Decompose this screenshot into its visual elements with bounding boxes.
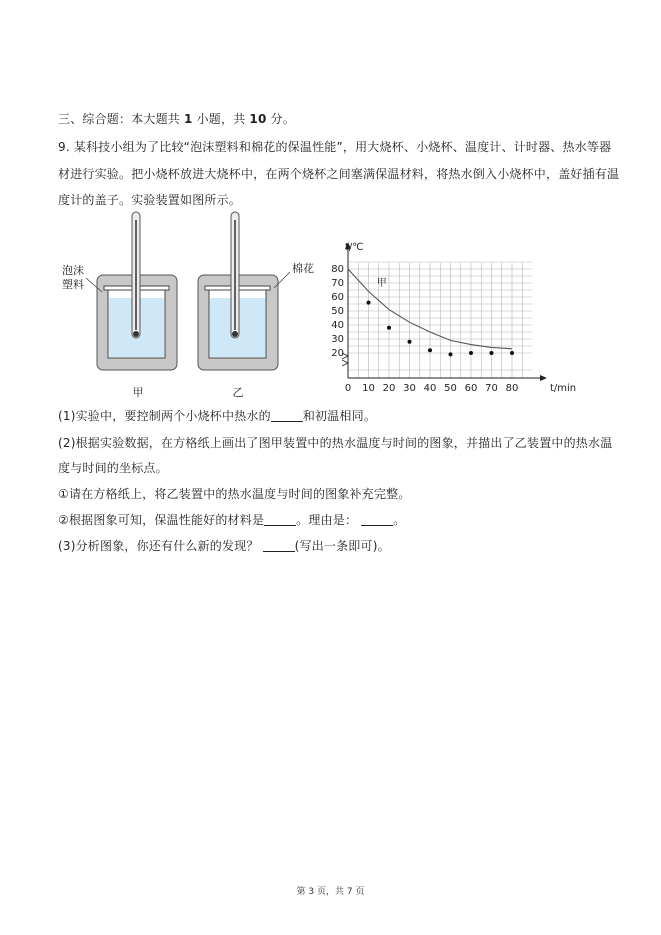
question-line-3: 度计的盖子。实验装置如图所示。 bbox=[58, 193, 242, 207]
page-footer: 第 3 页，共 7 页 bbox=[296, 887, 365, 897]
experiment-figure bbox=[58, 208, 598, 398]
x-tick-label: 70 bbox=[485, 383, 498, 394]
data-point-yi bbox=[367, 301, 371, 305]
subquestion-2-2: ②根据图象可知，保温性能好的材料是 。理由是： 。 bbox=[58, 513, 406, 527]
x-tick-label: 20 bbox=[382, 383, 396, 394]
apparatus-yi bbox=[198, 212, 314, 398]
section-heading: 三、综合题：本大题共 1 小题，共 10 分。 bbox=[58, 112, 295, 126]
x-tick-label: 50 bbox=[444, 383, 457, 394]
data-point-yi bbox=[387, 326, 391, 330]
question-line-1: 9. 某科技小组为了比较“泡沫塑料和棉花的保温性能”，用大烧杯、小烧杯、温度计、计时器、热水等器 bbox=[58, 140, 612, 154]
subquestion-3: (3)分析图象，你还有什么新的发现？ (写出一条即可)。 bbox=[58, 539, 390, 553]
data-point-yi bbox=[449, 352, 453, 356]
answer-blank bbox=[264, 513, 296, 526]
foam-label-line1: 泡沫 bbox=[62, 264, 84, 277]
subquestion-2-1: ①请在方格纸上，将乙装置中的热水温度与时间的图象补充完整。 bbox=[58, 487, 411, 501]
y-tick-label: 60 bbox=[331, 292, 344, 303]
foam-label-line2: 塑料 bbox=[62, 278, 84, 291]
cotton-label: 棉花 bbox=[292, 262, 314, 275]
y-tick-label: 80 bbox=[331, 264, 344, 275]
subquestion-2-line-2: 度与时间的坐标点。 bbox=[58, 461, 168, 475]
data-point-yi bbox=[428, 348, 432, 352]
y-tick-label: 70 bbox=[331, 278, 344, 289]
temperature-time-chart bbox=[331, 242, 576, 394]
answer-blank bbox=[361, 513, 393, 526]
data-point-yi bbox=[469, 351, 473, 355]
y-tick-label: 30 bbox=[331, 334, 344, 345]
caption-jia: 甲 bbox=[132, 386, 144, 398]
x-tick-label: 0 bbox=[344, 383, 352, 394]
y-tick-label: 50 bbox=[331, 306, 344, 317]
x-tick-label: 30 bbox=[403, 383, 416, 394]
subquestion-2-line-1: (2)根据实验数据，在方格纸上画出了图甲装置中的热水温度与时间的图象，并描出了乙装置中的热水温 bbox=[58, 436, 613, 450]
x-tick-label: 40 bbox=[423, 383, 437, 394]
x-tick-label: 10 bbox=[362, 383, 375, 394]
x-axis-label: t/min bbox=[550, 383, 577, 394]
y-axis-label: t/℃ bbox=[345, 242, 364, 253]
y-tick-label: 40 bbox=[331, 320, 344, 331]
data-point-yi bbox=[510, 351, 514, 355]
x-tick-label: 60 bbox=[464, 383, 478, 394]
answer-blank bbox=[263, 539, 295, 552]
x-axis-arrow bbox=[540, 375, 547, 381]
y-tick-label: 20 bbox=[331, 348, 344, 359]
answer-blank bbox=[271, 409, 303, 422]
data-point-yi bbox=[490, 351, 494, 355]
curve-label-jia: 甲 bbox=[376, 277, 387, 289]
data-point-yi bbox=[408, 340, 412, 344]
question-line-2: 材进行实验。把小烧杯放进大烧杯中，在两个烧杯之间塞满保温材料，将热水倒入小烧杯中，盖好插有温 bbox=[58, 167, 620, 181]
caption-yi: 乙 bbox=[232, 386, 244, 398]
apparatus-jia bbox=[62, 212, 177, 398]
x-tick-label: 80 bbox=[505, 383, 519, 394]
subquestion-1: (1)实验中，要控制两个小烧杯中热水的 和初温相同。 bbox=[58, 409, 377, 423]
